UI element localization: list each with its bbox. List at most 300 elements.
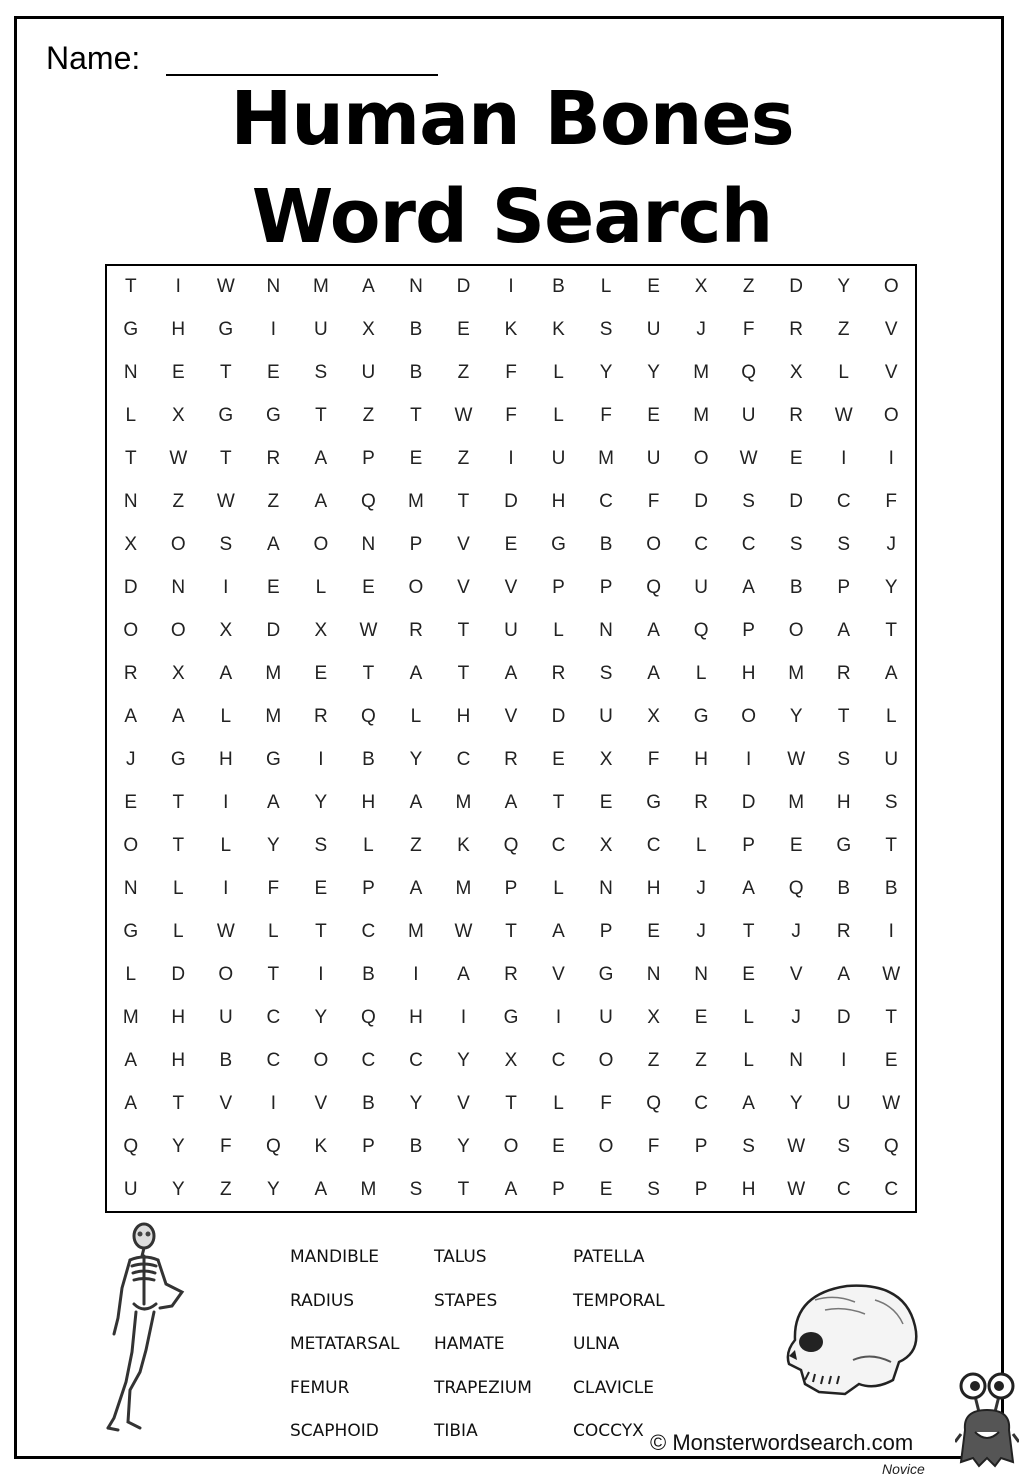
grid-cell[interactable]: G (265, 748, 281, 770)
grid-cell[interactable]: N (171, 577, 186, 599)
grid-cell[interactable]: V (504, 577, 518, 599)
grid-cell[interactable]: F (600, 405, 612, 427)
grid-cell[interactable]: G (218, 319, 234, 341)
grid-cell[interactable]: M (788, 663, 805, 685)
grid-cell[interactable]: E (742, 963, 755, 985)
grid-cell[interactable]: X (171, 405, 185, 427)
grid-cell[interactable]: W (216, 491, 235, 513)
grid-cell[interactable]: S (599, 663, 613, 685)
grid-cell[interactable]: T (315, 405, 327, 427)
grid-cell[interactable]: N (599, 877, 613, 899)
grid-cell[interactable]: Z (742, 276, 755, 298)
grid-cell[interactable]: D (741, 791, 756, 813)
grid-cell[interactable]: Y (884, 577, 898, 599)
grid-cell[interactable]: T (410, 405, 422, 427)
grid-cell[interactable]: E (314, 663, 328, 685)
grid-cell[interactable]: A (742, 1092, 755, 1114)
grid-cell[interactable]: W (787, 1178, 806, 1200)
grid-cell[interactable]: S (647, 1178, 660, 1200)
grid-cell[interactable]: Y (171, 1135, 185, 1157)
grid-cell[interactable]: A (124, 706, 138, 727)
grid-cell[interactable]: I (841, 1049, 847, 1071)
grid-cell[interactable]: I (175, 276, 181, 298)
grid-cell[interactable]: Z (410, 834, 422, 856)
grid-cell[interactable]: Z (362, 405, 375, 427)
grid-cell[interactable]: L (220, 834, 232, 856)
grid-cell[interactable]: U (504, 620, 518, 642)
grid-cell[interactable]: A (647, 620, 660, 642)
grid-cell[interactable]: L (410, 706, 422, 727)
grid-cell[interactable]: E (552, 1135, 565, 1157)
grid-cell[interactable]: X (789, 362, 803, 384)
grid-cell[interactable]: T (172, 791, 185, 813)
grid-cell[interactable]: G (551, 534, 566, 556)
grid-cell[interactable]: R (314, 706, 328, 727)
grid-cell[interactable]: W (216, 276, 235, 298)
grid-cell[interactable]: A (124, 1092, 138, 1114)
grid-cell[interactable]: A (647, 663, 660, 685)
grid-cell[interactable]: J (791, 920, 801, 942)
grid-cell[interactable]: N (123, 362, 138, 384)
grid-cell[interactable]: G (218, 405, 234, 427)
grid-cell[interactable]: J (696, 319, 706, 341)
grid-cell[interactable]: K (314, 1135, 328, 1157)
grid-cell[interactable]: D (504, 491, 518, 513)
grid-cell[interactable]: Q (883, 1135, 899, 1157)
grid-cell[interactable]: Z (457, 448, 470, 470)
grid-cell[interactable]: L (838, 362, 849, 384)
grid-cell[interactable]: H (551, 491, 566, 513)
grid-cell[interactable]: E (362, 577, 375, 599)
grid-cell[interactable]: Q (693, 620, 709, 642)
grid-cell[interactable]: U (551, 448, 566, 470)
grid-cell[interactable]: M (693, 362, 710, 384)
grid-cell[interactable]: L (695, 663, 707, 685)
grid-cell[interactable]: C (456, 748, 471, 770)
grid-cell[interactable]: T (220, 362, 232, 384)
grid-cell[interactable]: A (409, 663, 423, 685)
grid-cell[interactable]: S (789, 534, 803, 556)
grid-cell[interactable]: X (171, 663, 185, 685)
grid-cell[interactable]: M (788, 791, 805, 813)
grid-cell[interactable]: N (266, 276, 281, 298)
grid-cell[interactable]: H (171, 1006, 186, 1028)
grid-cell[interactable]: O (170, 620, 186, 642)
grid-cell[interactable]: Y (267, 834, 280, 856)
grid-cell[interactable]: Y (457, 1049, 470, 1071)
grid-cell[interactable]: L (363, 834, 374, 856)
grid-cell[interactable]: A (504, 663, 518, 685)
grid-cell[interactable]: V (219, 1092, 233, 1114)
grid-cell[interactable]: T (457, 491, 470, 513)
grid-cell[interactable]: L (600, 276, 612, 298)
grid-cell[interactable]: R (836, 663, 851, 685)
grid-cell[interactable]: W (169, 448, 188, 470)
grid-cell[interactable]: P (694, 1135, 708, 1157)
grid-cell[interactable]: J (126, 748, 136, 770)
grid-cell[interactable]: O (313, 534, 329, 556)
grid-cell[interactable]: I (888, 448, 894, 470)
grid-cell[interactable]: L (695, 834, 707, 856)
grid-cell[interactable]: V (457, 577, 470, 599)
grid-cell[interactable]: W (787, 748, 806, 770)
grid-cell[interactable]: D (551, 706, 566, 727)
grid-cell[interactable]: N (694, 963, 708, 985)
grid-cell[interactable]: S (742, 1135, 755, 1157)
grid-cell[interactable]: T (885, 834, 898, 856)
grid-cell[interactable]: U (599, 1006, 613, 1028)
grid-cell[interactable]: M (408, 491, 424, 513)
grid-cell[interactable]: P (552, 1178, 565, 1200)
grid-cell[interactable]: R (789, 319, 804, 341)
grid-cell[interactable]: E (314, 877, 328, 899)
grid-cell[interactable]: K (457, 834, 470, 856)
grid-cell[interactable]: U (646, 319, 661, 341)
grid-cell[interactable]: T (124, 448, 137, 470)
grid-cell[interactable]: I (318, 748, 324, 770)
grid-cell[interactable]: Z (220, 1178, 232, 1200)
grid-cell[interactable]: K (504, 319, 518, 341)
grid-cell[interactable]: D (123, 577, 138, 599)
grid-cell[interactable]: C (266, 1006, 281, 1028)
grid-cell[interactable]: C (884, 1178, 899, 1200)
grid-cell[interactable]: F (267, 877, 280, 899)
grid-cell[interactable]: M (455, 877, 472, 899)
grid-cell[interactable]: R (836, 920, 851, 942)
grid-cell[interactable]: E (552, 748, 565, 770)
grid-cell[interactable]: F (647, 748, 660, 770)
grid-cell[interactable]: B (409, 319, 423, 341)
grid-cell[interactable]: J (791, 1006, 801, 1028)
grid-cell[interactable]: X (599, 834, 613, 856)
grid-cell[interactable]: L (743, 1049, 754, 1071)
grid-cell[interactable]: H (694, 748, 708, 770)
grid-cell[interactable]: A (124, 1049, 138, 1071)
grid-cell[interactable]: X (219, 620, 233, 642)
grid-cell[interactable]: M (122, 1006, 139, 1028)
grid-cell[interactable]: D (171, 963, 186, 985)
grid-cell[interactable]: Y (647, 362, 660, 384)
grid-cell[interactable]: N (123, 877, 138, 899)
grid-cell[interactable]: U (599, 706, 613, 727)
grid-cell[interactable]: A (267, 534, 280, 556)
grid-cell[interactable]: C (551, 1049, 566, 1071)
grid-cell[interactable]: F (742, 319, 755, 341)
grid-cell[interactable]: R (266, 448, 281, 470)
grid-cell[interactable]: P (362, 1135, 375, 1157)
grid-cell[interactable]: I (555, 1006, 562, 1028)
grid-cell[interactable]: U (314, 319, 328, 341)
grid-cell[interactable]: G (123, 319, 139, 341)
grid-cell[interactable]: Y (267, 1178, 280, 1200)
grid-cell[interactable]: V (457, 1092, 470, 1114)
grid-cell[interactable]: G (693, 706, 709, 727)
grid-cell[interactable]: D (836, 1006, 851, 1028)
grid-cell[interactable]: Q (503, 834, 519, 856)
grid-cell[interactable]: X (362, 319, 375, 341)
grid-cell[interactable]: C (741, 534, 756, 556)
grid-cell[interactable]: V (884, 319, 898, 341)
grid-cell[interactable]: B (362, 748, 375, 770)
grid-cell[interactable]: F (885, 491, 898, 513)
grid-cell[interactable]: Y (837, 276, 851, 298)
grid-cell[interactable]: L (220, 706, 232, 727)
grid-cell[interactable]: O (218, 963, 234, 985)
grid-cell[interactable]: H (409, 1006, 423, 1028)
grid-cell[interactable]: C (266, 1049, 281, 1071)
grid-cell[interactable]: U (646, 448, 661, 470)
grid-cell[interactable]: P (362, 877, 375, 899)
grid-cell[interactable]: Z (647, 1049, 660, 1071)
grid-cell[interactable]: E (884, 1049, 898, 1071)
grid-cell[interactable]: A (504, 1178, 518, 1200)
grid-cell[interactable]: N (789, 1049, 804, 1071)
grid-cell[interactable]: O (693, 448, 709, 470)
grid-cell[interactable]: U (836, 1092, 851, 1114)
grid-cell[interactable]: T (172, 834, 185, 856)
grid-cell[interactable]: K (552, 319, 565, 341)
grid-cell[interactable]: A (409, 877, 423, 899)
grid-cell[interactable]: L (885, 706, 897, 727)
grid-cell[interactable]: A (552, 920, 565, 942)
grid-cell[interactable]: I (318, 963, 324, 985)
grid-cell[interactable]: V (457, 534, 470, 556)
grid-cell[interactable]: U (123, 1178, 138, 1200)
grid-cell[interactable]: R (123, 663, 138, 685)
grid-cell[interactable]: A (314, 1178, 328, 1200)
grid-cell[interactable]: C (694, 1092, 708, 1114)
grid-cell[interactable]: X (124, 534, 138, 556)
grid-cell[interactable]: H (646, 877, 661, 899)
grid-cell[interactable]: V (314, 1092, 328, 1114)
grid-cell[interactable]: G (265, 405, 281, 427)
grid-cell[interactable]: F (220, 1135, 232, 1157)
grid-cell[interactable]: X (314, 620, 328, 642)
grid-cell[interactable]: N (361, 534, 376, 556)
grid-cell[interactable]: E (789, 448, 803, 470)
grid-cell[interactable]: D (789, 276, 804, 298)
grid-cell[interactable]: Y (314, 1006, 328, 1028)
grid-cell[interactable]: L (268, 920, 279, 942)
grid-cell[interactable]: X (504, 1049, 518, 1071)
grid-cell[interactable]: A (314, 491, 328, 513)
grid-cell[interactable]: D (266, 620, 281, 642)
grid-cell[interactable]: M (693, 405, 710, 427)
grid-cell[interactable]: I (223, 577, 229, 599)
grid-cell[interactable]: A (457, 963, 470, 985)
grid-cell[interactable]: T (837, 706, 850, 727)
grid-cell[interactable]: T (124, 276, 137, 298)
grid-cell[interactable]: Q (361, 1006, 376, 1028)
grid-cell[interactable]: N (123, 491, 138, 513)
grid-cell[interactable]: A (267, 791, 280, 813)
grid-cell[interactable]: D (789, 491, 804, 513)
grid-cell[interactable]: B (362, 963, 375, 985)
grid-cell[interactable]: N (646, 963, 661, 985)
grid-cell[interactable]: H (741, 663, 756, 685)
grid-cell[interactable]: S (884, 791, 898, 813)
grid-cell[interactable]: Z (267, 491, 280, 513)
grid-cell[interactable]: U (218, 1006, 233, 1028)
grid-cell[interactable]: E (124, 791, 138, 813)
grid-cell[interactable]: G (646, 791, 661, 813)
grid-cell[interactable]: W (882, 963, 901, 985)
grid-cell[interactable]: C (836, 1178, 851, 1200)
grid-cell[interactable]: A (837, 963, 851, 985)
grid-cell[interactable]: Q (361, 706, 376, 727)
grid-cell[interactable]: E (409, 448, 423, 470)
grid-cell[interactable]: E (647, 405, 660, 427)
grid-cell[interactable]: C (551, 834, 566, 856)
grid-cell[interactable]: D (694, 491, 708, 513)
grid-cell[interactable]: T (220, 448, 232, 470)
grid-cell[interactable]: S (219, 534, 233, 556)
grid-cell[interactable]: G (503, 1006, 519, 1028)
grid-cell[interactable]: W (454, 405, 473, 427)
grid-cell[interactable]: B (837, 877, 851, 899)
grid-cell[interactable]: C (361, 920, 376, 942)
grid-cell[interactable]: G (836, 834, 852, 856)
grid-cell[interactable]: T (457, 620, 470, 642)
grid-cell[interactable]: S (409, 1178, 423, 1200)
grid-cell[interactable]: V (504, 706, 518, 727)
grid-cell[interactable]: I (508, 276, 514, 298)
grid-cell[interactable]: M (598, 448, 614, 470)
grid-cell[interactable]: P (837, 577, 851, 599)
grid-cell[interactable]: F (647, 491, 660, 513)
grid-cell[interactable]: V (884, 362, 898, 384)
grid-cell[interactable]: S (599, 319, 613, 341)
grid-cell[interactable]: B (409, 362, 423, 384)
grid-cell[interactable]: U (694, 577, 708, 599)
grid-cell[interactable]: L (172, 920, 184, 942)
grid-cell[interactable]: O (313, 1049, 329, 1071)
grid-cell[interactable]: Q (788, 877, 804, 899)
grid-cell[interactable]: I (746, 748, 752, 770)
grid-cell[interactable]: F (600, 1092, 612, 1114)
grid-cell[interactable]: Y (409, 1092, 423, 1114)
grid-cell[interactable]: C (694, 534, 708, 556)
grid-cell[interactable]: B (219, 1049, 233, 1071)
grid-cell[interactable]: M (312, 276, 329, 298)
grid-cell[interactable]: O (408, 577, 424, 599)
grid-cell[interactable]: T (457, 1178, 470, 1200)
grid-cell[interactable]: O (788, 620, 804, 642)
grid-cell[interactable]: G (598, 963, 614, 985)
grid-cell[interactable]: D (456, 276, 471, 298)
grid-cell[interactable]: Y (171, 1178, 185, 1200)
grid-cell[interactable]: W (216, 920, 235, 942)
grid-cell[interactable]: V (552, 963, 565, 985)
grid-cell[interactable]: P (362, 448, 375, 470)
grid-cell[interactable]: X (647, 706, 660, 727)
grid-cell[interactable]: O (598, 1049, 614, 1071)
grid-cell[interactable]: Y (457, 1135, 470, 1157)
grid-cell[interactable]: Q (265, 1135, 281, 1157)
grid-cell[interactable]: L (553, 877, 564, 899)
grid-cell[interactable]: S (837, 1135, 851, 1157)
grid-cell[interactable]: U (741, 405, 756, 427)
grid-cell[interactable]: O (883, 276, 899, 298)
grid-cell[interactable]: C (409, 1049, 423, 1071)
grid-cell[interactable]: S (742, 491, 755, 513)
grid-cell[interactable]: W (834, 405, 853, 427)
grid-cell[interactable]: T (885, 620, 898, 642)
grid-cell[interactable]: S (314, 834, 328, 856)
grid-cell[interactable]: F (647, 1135, 660, 1157)
grid-cell[interactable]: Q (123, 1135, 139, 1157)
grid-cell[interactable]: T (505, 1092, 517, 1114)
grid-cell[interactable]: L (125, 405, 137, 427)
grid-cell[interactable]: T (457, 663, 470, 685)
grid-cell[interactable]: X (599, 748, 613, 770)
grid-cell[interactable]: N (599, 620, 613, 642)
grid-cell[interactable]: C (836, 491, 851, 513)
grid-cell[interactable]: A (504, 791, 518, 813)
grid-cell[interactable]: I (508, 448, 514, 470)
grid-cell[interactable]: Y (789, 1092, 803, 1114)
grid-cell[interactable]: M (265, 706, 282, 727)
grid-cell[interactable]: W (882, 1092, 901, 1114)
grid-cell[interactable]: A (362, 276, 375, 298)
grid-cell[interactable]: B (552, 276, 565, 298)
grid-cell[interactable]: Y (409, 748, 423, 770)
grid-cell[interactable]: Q (646, 1092, 661, 1114)
grid-cell[interactable]: H (171, 1049, 186, 1071)
grid-cell[interactable]: E (267, 362, 280, 384)
grid-cell[interactable]: Y (789, 706, 803, 727)
grid-cell[interactable]: Q (741, 362, 757, 384)
grid-cell[interactable]: T (362, 663, 375, 685)
grid-cell[interactable]: P (742, 834, 755, 856)
grid-cell[interactable]: I (270, 1092, 276, 1114)
grid-cell[interactable]: T (885, 1006, 898, 1028)
grid-cell[interactable]: R (409, 620, 423, 642)
grid-cell[interactable]: P (409, 534, 423, 556)
grid-cell[interactable]: L (125, 963, 137, 985)
grid-cell[interactable]: Z (172, 491, 185, 513)
grid-cell[interactable]: H (218, 748, 233, 770)
grid-cell[interactable]: O (170, 534, 186, 556)
grid-cell[interactable]: M (455, 791, 472, 813)
grid-cell[interactable]: H (456, 706, 471, 727)
grid-cell[interactable]: A (171, 706, 185, 727)
grid-cell[interactable]: Q (361, 491, 376, 513)
grid-cell[interactable]: T (742, 920, 755, 942)
grid-cell[interactable]: I (888, 920, 894, 942)
grid-cell[interactable]: O (883, 405, 899, 427)
grid-cell[interactable]: J (696, 877, 706, 899)
grid-cell[interactable]: B (884, 877, 898, 899)
grid-cell[interactable]: L (553, 1092, 564, 1114)
grid-cell[interactable]: M (265, 663, 282, 685)
grid-cell[interactable]: R (789, 405, 804, 427)
grid-cell[interactable]: E (457, 319, 470, 341)
grid-cell[interactable]: E (647, 920, 660, 942)
grid-cell[interactable]: R (504, 748, 518, 770)
grid-cell[interactable]: Y (599, 362, 613, 384)
grid-cell[interactable]: Q (646, 577, 661, 599)
grid-cell[interactable]: G (170, 748, 186, 770)
grid-cell[interactable]: N (409, 276, 423, 298)
grid-cell[interactable]: T (505, 920, 517, 942)
grid-cell[interactable]: O (741, 706, 757, 727)
grid-cell[interactable]: G (123, 920, 139, 942)
grid-cell[interactable]: H (361, 791, 376, 813)
grid-cell[interactable]: M (408, 920, 424, 942)
grid-cell[interactable]: B (362, 1092, 375, 1114)
grid-cell[interactable]: O (598, 1135, 614, 1157)
